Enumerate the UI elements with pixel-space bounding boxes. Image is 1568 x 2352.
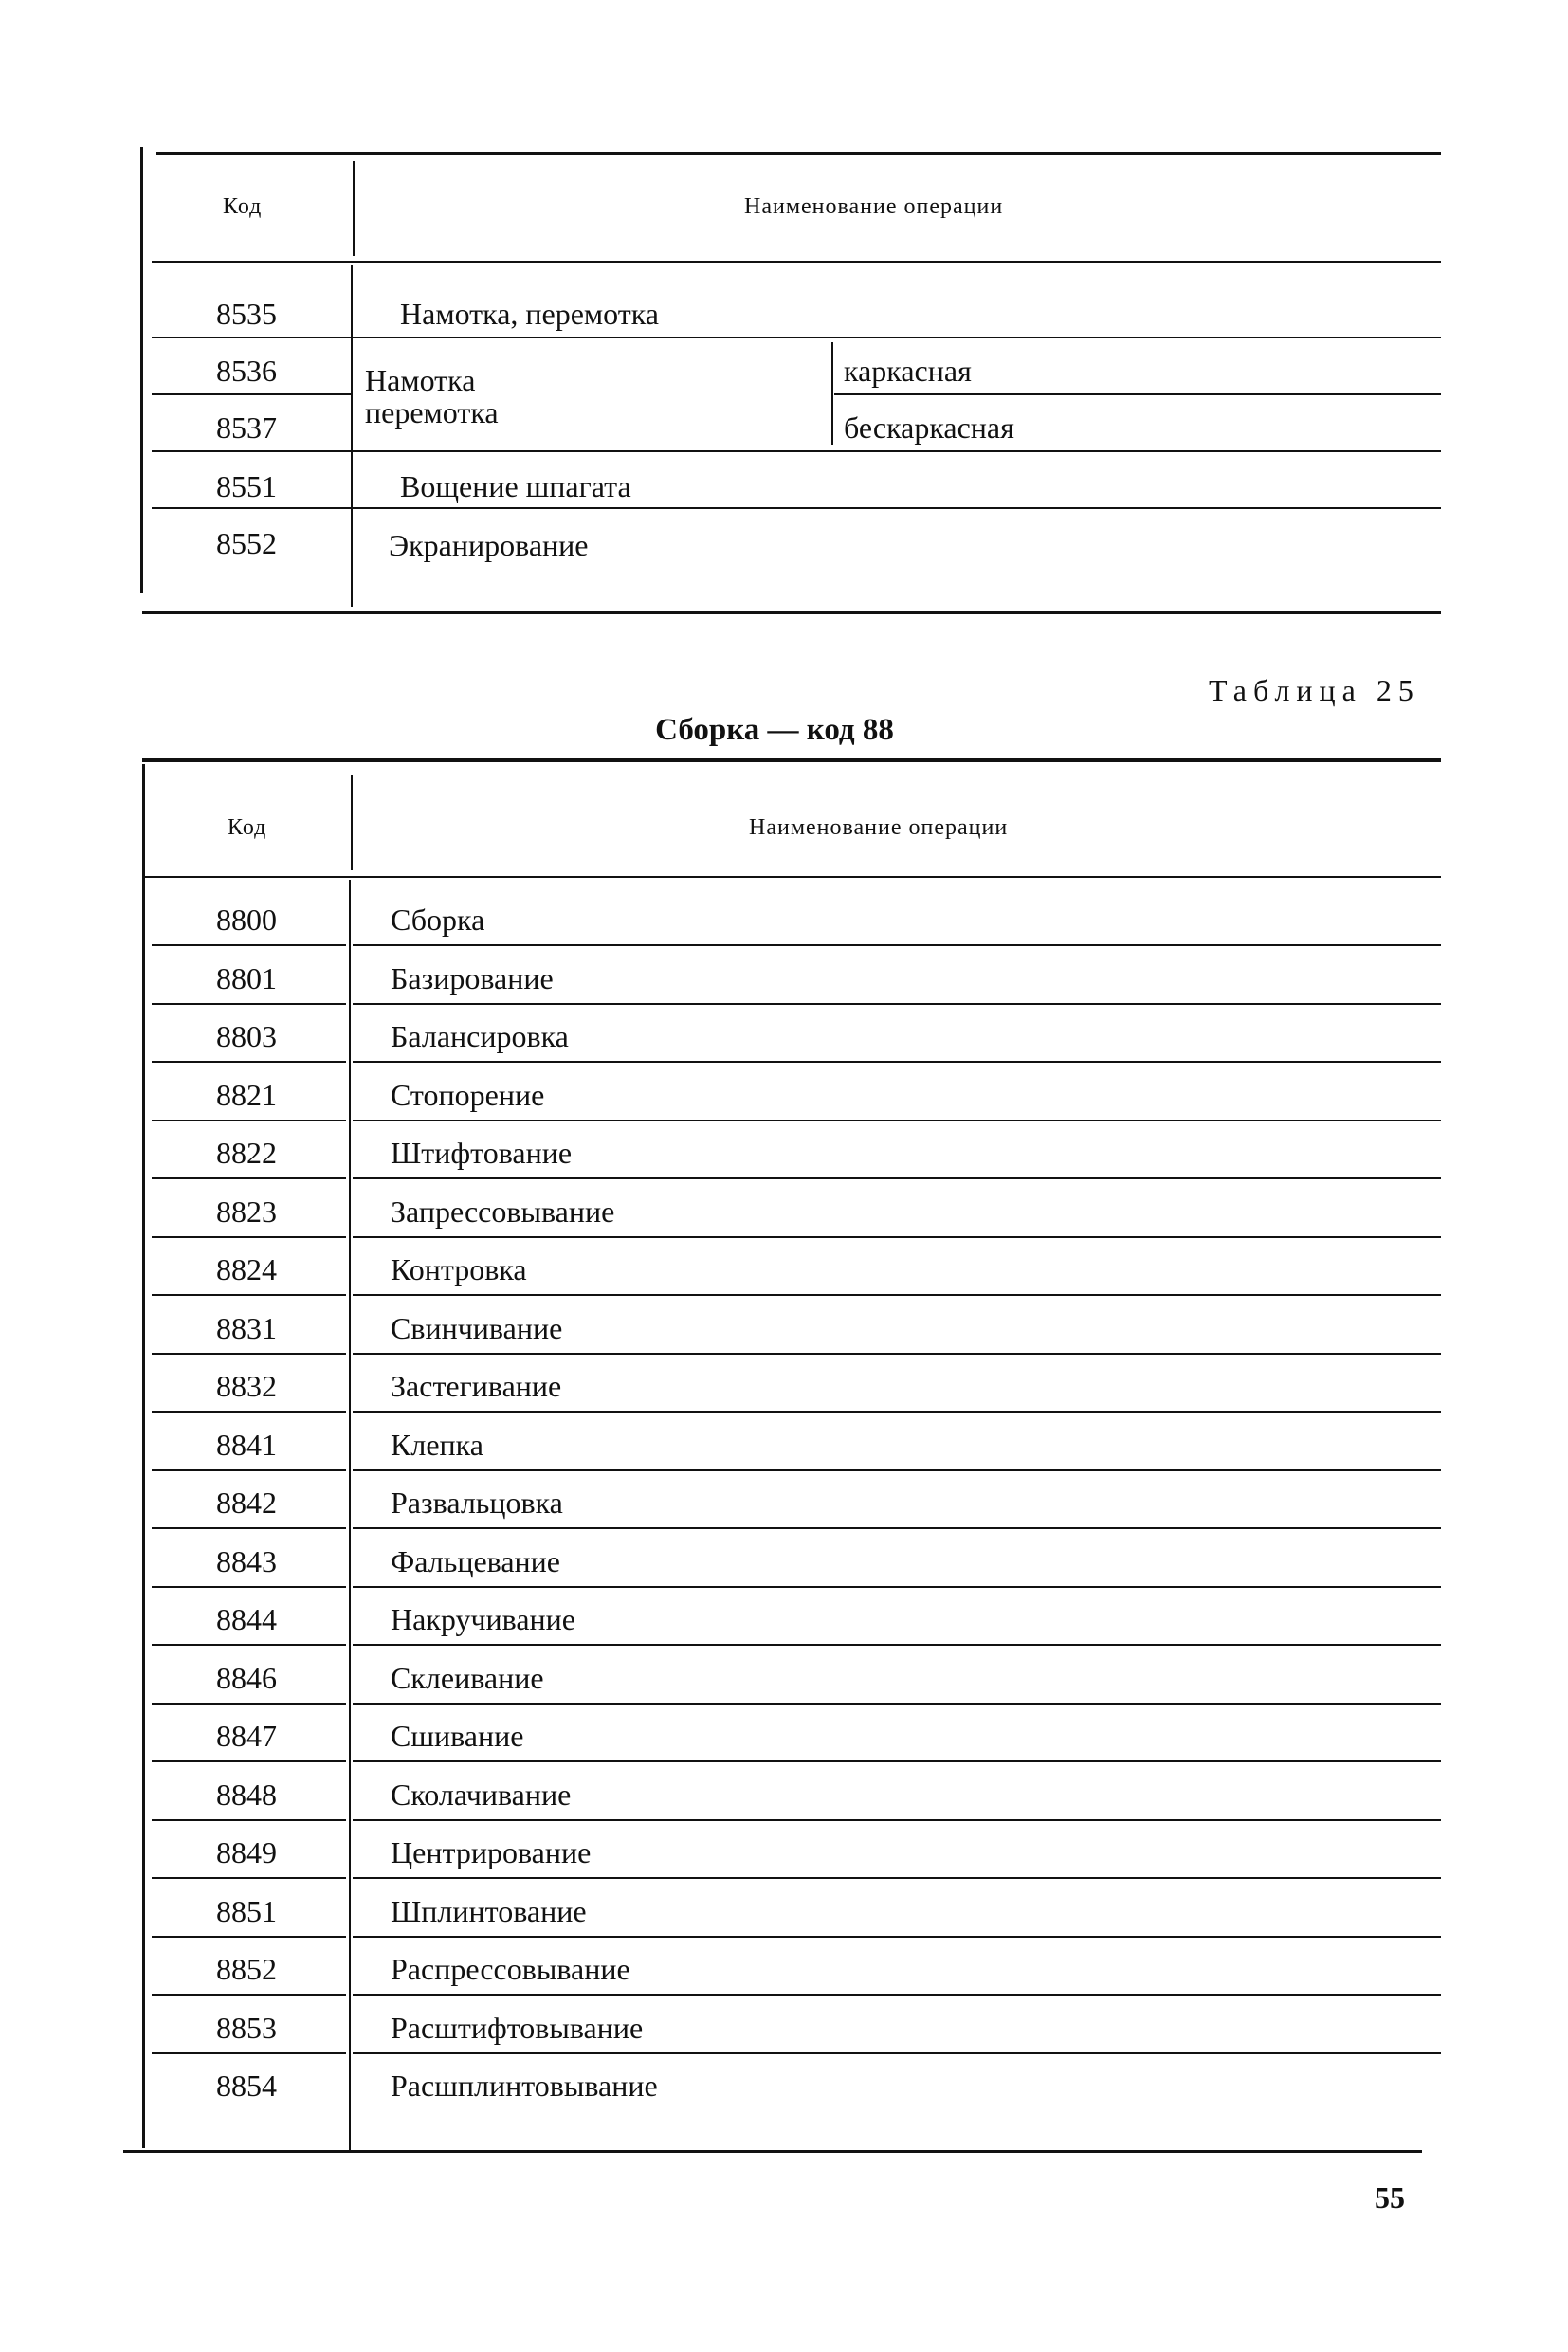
row-name: Экранирование (389, 528, 589, 562)
row-code: 8846 (216, 1660, 277, 1695)
header-code: Код (223, 194, 263, 219)
row-name: Запрессовывание (391, 1194, 615, 1229)
row-code: 8823 (216, 1194, 277, 1229)
row-name: Расштифтовывание (391, 2010, 644, 2045)
row-code: 8844 (216, 1602, 277, 1636)
row-name: Сборка (391, 903, 485, 937)
header-operation-name: Наименование операции (749, 815, 1009, 840)
row-code: 8537 (216, 410, 277, 445)
row-code: 8831 (216, 1310, 277, 1345)
row-code: 8842 (216, 1486, 277, 1520)
row-code: 8801 (216, 960, 277, 995)
row-code: 8847 (216, 1719, 277, 1753)
row-code: 8832 (216, 1369, 277, 1403)
row-code: 8535 (216, 297, 277, 331)
row-code: 8843 (216, 1543, 277, 1578)
row-code: 8803 (216, 1019, 277, 1053)
row-name: Центрирование (391, 1835, 592, 1869)
row-code: 8821 (216, 1077, 277, 1112)
row-name: Базирование (391, 960, 554, 995)
row-code: 8824 (216, 1252, 277, 1286)
row-name: Сколачивание (391, 1777, 572, 1812)
assembly-operations-table (123, 758, 1441, 2161)
merged-name-line1: Намотка (365, 363, 476, 397)
row-code: 8852 (216, 1952, 277, 1986)
row-code: 8841 (216, 1427, 277, 1462)
row-name: Фальцевание (391, 1543, 560, 1578)
header-code: Код (228, 815, 267, 840)
row-name: Накручивание (391, 1602, 575, 1636)
row-code: 8822 (216, 1136, 277, 1170)
row-name: Штифтование (391, 1136, 573, 1170)
row-name: Склеивание (391, 1660, 544, 1695)
row-code: 8848 (216, 1777, 277, 1812)
row-name: Шплинтование (391, 1893, 587, 1928)
table-title (0, 713, 1568, 748)
table-title-text: Сборка — код 88 (655, 713, 894, 747)
row-name: Балансировка (391, 1019, 569, 1053)
row-name: Клепка (391, 1427, 483, 1462)
sub-name: бескаркасная (844, 410, 1014, 445)
row-name: Свинчивание (391, 1310, 563, 1345)
row-name: Застегивание (391, 1369, 562, 1403)
merged-name-line2: перемотка (365, 395, 499, 429)
header-operation-name: Наименование операции (744, 194, 1004, 219)
row-name: Стопорение (391, 1077, 545, 1112)
row-code: 8854 (216, 2069, 277, 2103)
row-name: Сшивание (391, 1719, 524, 1753)
row-code: 8853 (216, 2010, 277, 2045)
row-name: Расшплинтовывание (391, 2069, 658, 2103)
row-name: Развальцовка (391, 1486, 563, 1520)
row-code: 8552 (216, 526, 277, 560)
row-name: Вощение шпагата (400, 469, 631, 503)
row-name: Распрессовывание (391, 1952, 630, 1986)
row-code: 8849 (216, 1835, 277, 1869)
page-number: 55 (1375, 2180, 1405, 2215)
row-name: Контровка (391, 1252, 527, 1286)
table-label: Таблица 25 (1209, 673, 1420, 707)
row-name: Намотка, перемотка (400, 297, 659, 331)
row-code: 8551 (216, 469, 277, 503)
row-code: 8851 (216, 1893, 277, 1928)
operations-table-continued (142, 147, 1441, 621)
row-code: 8800 (216, 903, 277, 937)
row-code: 8536 (216, 354, 277, 388)
sub-name: каркасная (844, 354, 972, 388)
